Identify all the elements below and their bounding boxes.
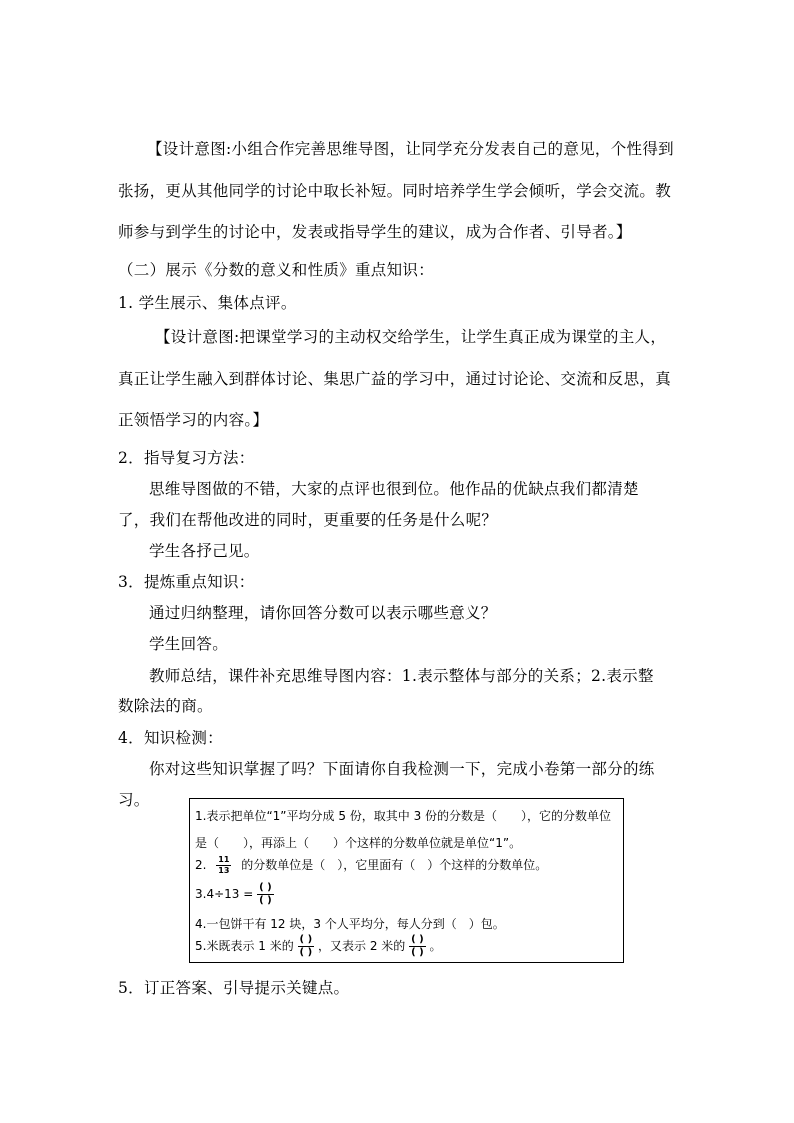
design-intent-1-line-3: 师参与到学生的讨论中，发表或指导学生的建议，成为合作者、引导者。】 [118,223,632,241]
design-intent-2-line-1: 【设计意图:把课堂学习的主动权交给学生，让学生真正成为课堂的主人， [155,328,667,346]
step-3-text-4: 数除法的商。 [118,697,213,715]
step-3: 3．提炼重点知识： [118,573,255,591]
quiz-q3 [195,883,274,906]
design-intent-2-line-2: 真正让学生融入到群体讨论、集思广益的学习中，通过讨论论、交流和反思，真 [118,370,672,388]
step-3-text-1: 通过归纳整理，请你回答分数可以表示哪些意义？ [149,604,497,622]
step-4-text-2: 习。 [118,791,150,809]
design-intent-1-line-2: 张扬，更从其他同学的讨论中取长补短。同时培养学生学会倾听，学会交流。教 [118,182,672,200]
step-1: 1. 学生展示、集体点评。 [118,294,297,312]
fraction-numerator: 11 [218,855,230,864]
quiz-q1-line-2: 是（ ），再添上（ ）个这样的分数单位就是单位“1”。 [195,836,522,850]
blank-numerator: ( ) [299,934,313,945]
step-4: 4．知识检测： [118,729,223,747]
blank-denominator: ( ) [299,947,313,958]
quiz-q2-text: 的分数单位是（ ），它里面有（ ）个这样的分数单位。 [241,858,548,872]
step-3-text-3: 教师总结，课件补充思维导图内容：1.表示整体与部分的关系；2.表示整 [149,667,654,685]
quiz-q2 [195,856,547,875]
quiz-q2-prefix: 2. [195,858,207,872]
design-intent-1-line-1: 【设计意图:小组合作完善思维导图，让同学充分发表自己的意见，个性得到 [147,140,674,158]
quiz-q5-prefix: 5.米既表示 1 米的 [195,939,294,953]
design-intent-2-line-3: 正领悟学习的内容。】 [118,411,269,429]
blank-fraction-q5-a [298,935,315,958]
fraction-11-13 [216,856,231,875]
step-5: 5．订正答案、引导提示关键点。 [118,979,350,997]
quiz-q5 [195,935,442,958]
blank-denominator: ( ) [411,947,424,958]
quiz-q1-line-1: 1.表示把单位“1”平均分成 5 份，取其中 3 份的分数是（ ），它的分数单位 [195,809,612,823]
blank-numerator: ( ) [411,934,424,945]
blank-fraction-q5-b [409,935,426,958]
step-2-text-1: 思维导图做的不错，大家的点评也很到位。他作品的优缺点我们都清楚 [149,480,639,498]
quiz-q3-prefix: 3.4÷13 = [195,887,254,901]
quiz-box [189,798,624,963]
section-heading-2: （二）展示《分数的意义和性质》重点知识： [118,261,435,279]
quiz-q5-end: 。 [429,939,442,953]
step-4-text-1: 你对这些知识掌握了吗？下面请你自我检测一下，完成小卷第一部分的练 [149,760,655,778]
blank-numerator: ( ) [259,882,272,893]
quiz-q4: 4.一包饼干有 12 块，3 个人平均分，每人分到（ ）包。 [195,917,505,931]
step-2-text-2: 了，我们在帮他改进的同时，更重要的任务是什么呢？ [118,511,498,529]
step-3-text-2: 学生回答。 [149,635,229,653]
step-2-text-3: 学生各抒己见。 [149,542,260,560]
blank-denominator: ( ) [259,895,272,906]
blank-fraction-q3 [257,883,274,906]
quiz-q5-mid: ，又表示 2 米的 [318,939,406,953]
step-2: 2．指导复习方法： [118,449,255,467]
fraction-denominator: 13 [218,866,230,875]
